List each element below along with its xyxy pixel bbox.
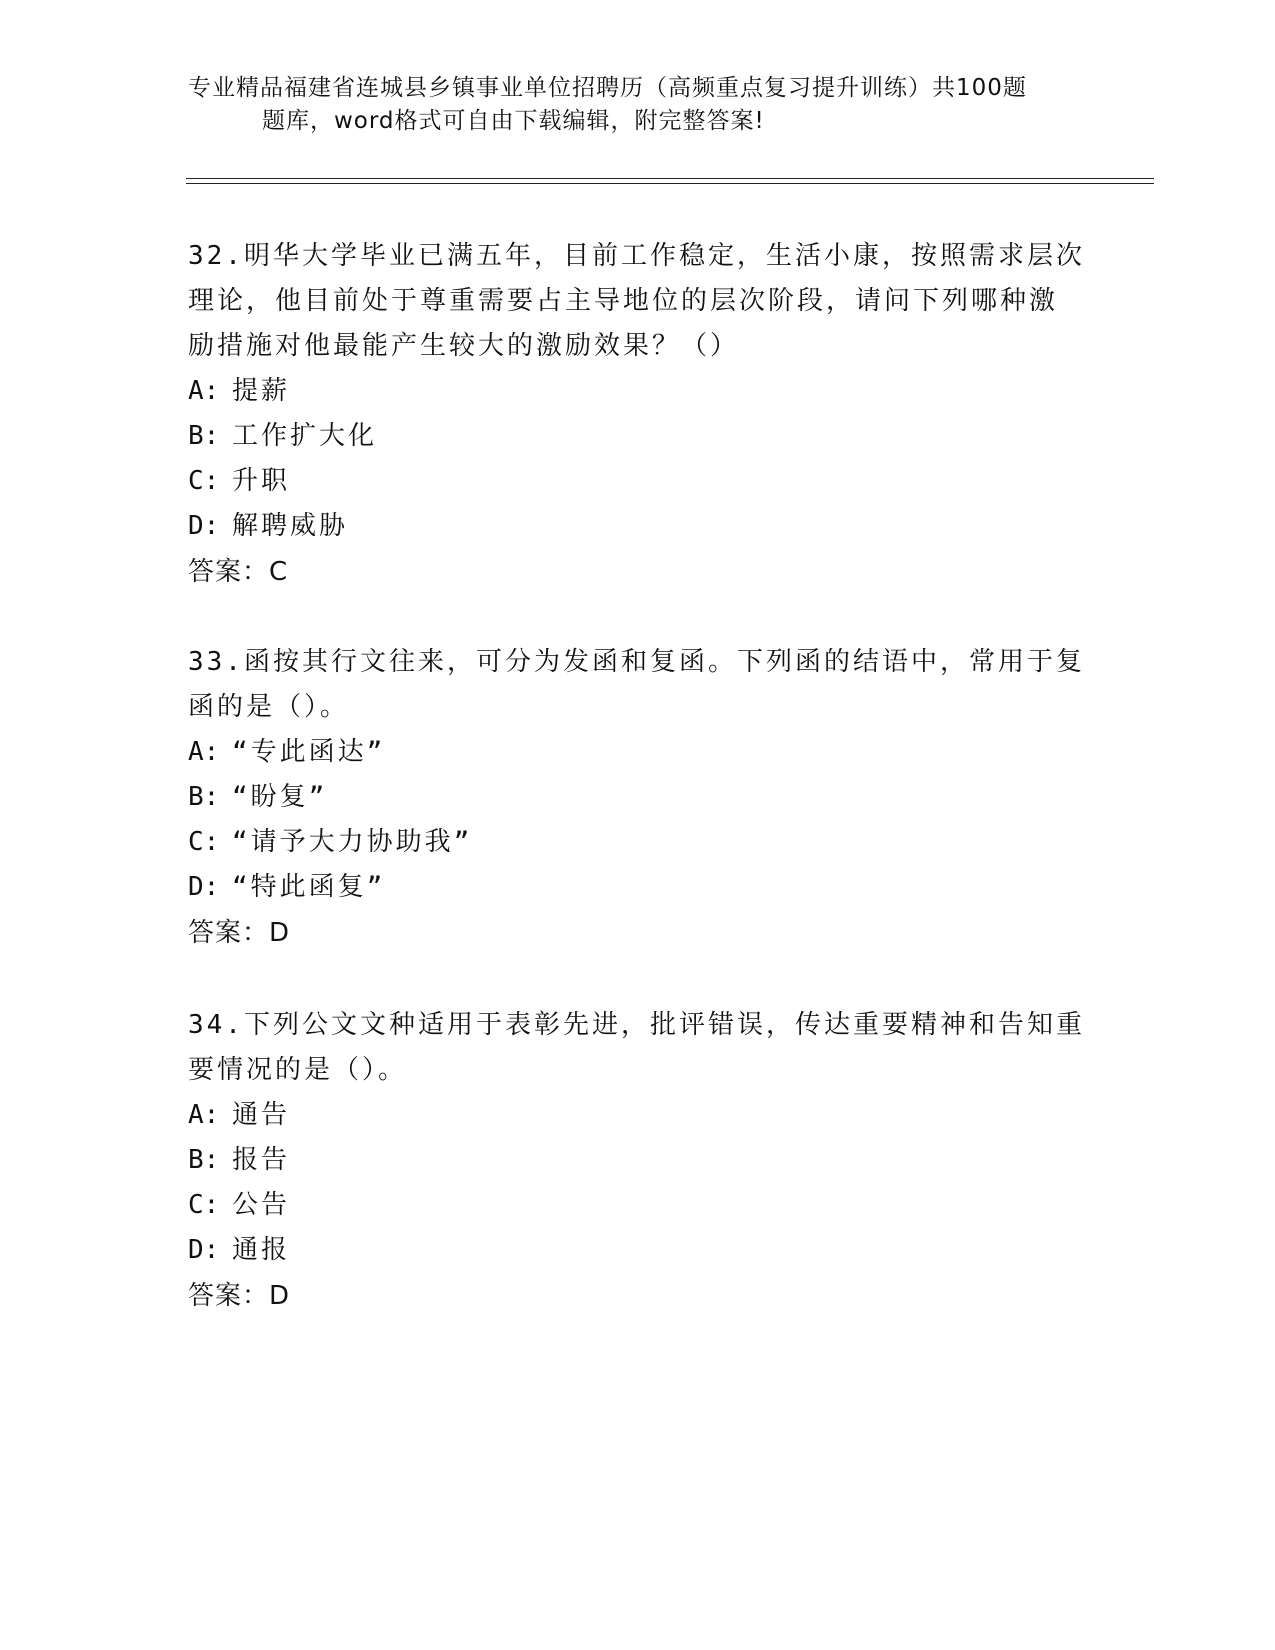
question-stem-line: 34.下列公文文种适用于表彰先进，批评错误，传达重要精神和告知重 (188, 1010, 1085, 1040)
option-letter: B: (188, 782, 220, 812)
option-letter: B: (188, 1145, 220, 1175)
question-34 (188, 1003, 1088, 1319)
option-text: “请予大力协助我” (232, 827, 473, 857)
option-text: “专此函达” (232, 737, 386, 767)
option-d (188, 1228, 1088, 1273)
option-letter: D: (188, 1235, 220, 1265)
option-text: 通报 (232, 1235, 291, 1265)
option-text: 工作扩大化 (232, 421, 378, 451)
option-a (188, 730, 1088, 775)
answer-line: 答案：D (188, 1281, 291, 1311)
header-title-line-1: 专业精品福建省连城县乡镇事业单位招聘历（高频重点复习提升训练）共100题 (188, 75, 1027, 101)
option-text: 升职 (232, 466, 291, 496)
answer-line: 答案：C (188, 557, 289, 587)
option-a (188, 369, 1088, 414)
option-b (188, 775, 1088, 820)
answer-line: 答案：D (188, 918, 291, 948)
option-c (188, 820, 1088, 865)
question-stem-line: 要情况的是（）。 (188, 1055, 408, 1085)
document-header (188, 72, 1068, 138)
option-text: “盼复” (232, 782, 328, 812)
option-b (188, 414, 1088, 459)
option-letter: C: (188, 466, 220, 496)
question-33 (188, 640, 1088, 956)
option-letter: A: (188, 376, 220, 406)
question-stem-line: 理论，他目前处于尊重需要占主导地位的层次阶段，请问下列哪种激 (188, 286, 1059, 316)
option-letter: B: (188, 421, 220, 451)
option-letter: A: (188, 737, 220, 767)
option-letter: A: (188, 1100, 220, 1130)
header-title-line-2: 题库，word格式可自由下载编辑，附完整答案! (262, 108, 765, 134)
option-letter: D: (188, 511, 220, 541)
option-text: 通告 (232, 1100, 291, 1130)
option-b (188, 1138, 1088, 1183)
option-c (188, 459, 1088, 504)
question-32 (188, 234, 1088, 595)
option-letter: C: (188, 827, 220, 857)
option-d (188, 865, 1088, 910)
option-text: 报告 (232, 1145, 291, 1175)
question-stem-line: 励措施对他最能产生较大的激励效果？（） (188, 331, 740, 361)
option-text: 公告 (232, 1190, 291, 1220)
option-letter: C: (188, 1190, 220, 1220)
option-a (188, 1093, 1088, 1138)
option-text: 提薪 (232, 376, 291, 406)
option-c (188, 1183, 1088, 1228)
option-text: “特此函复” (232, 872, 386, 902)
question-stem-line: 32.明华大学毕业已满五年，目前工作稳定，生活小康，按照需求层次 (188, 241, 1085, 271)
option-text: 解聘威胁 (232, 511, 349, 541)
question-stem-line: 33.函按其行文往来，可分为发函和复函。下列函的结语中，常用于复 (188, 647, 1085, 677)
header-divider-bottom (186, 183, 1154, 184)
option-letter: D: (188, 872, 220, 902)
option-d (188, 504, 1088, 549)
header-divider-top (186, 178, 1154, 179)
question-stem-line: 函的是（）。 (188, 692, 350, 722)
